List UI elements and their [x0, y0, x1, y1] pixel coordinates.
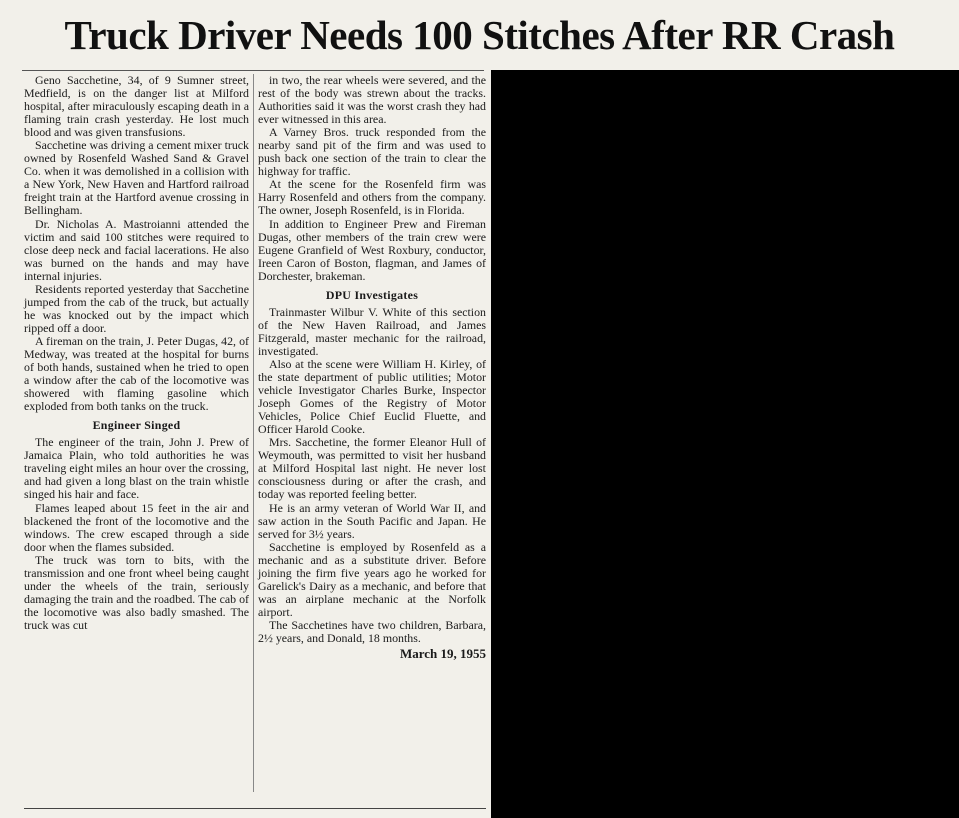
- paragraph: The Sacchetines have two children, Barbara, 2½ years, and Donald, 18 months.: [258, 617, 486, 645]
- subhead-dpu-investigates: DPU Investigates: [325, 287, 419, 302]
- paragraph: Sacchetine is employed by Rosenfeld as a mechanic and as a substitute driver. Before joining the firm five years ago he worked for Garelick's Dairy as a mechanic, and before that was an airplane mechanic at the Norfolk airport.: [258, 539, 486, 619]
- paragraph: The engineer of the train, John J. Prew of Jamaica Plain, who told authorities he was traveling eight miles an hour over the crossing, and had given a long blast on the train whistle singed his hair and face.: [24, 435, 249, 502]
- paragraph: Sacchetine was driving a cement mixer truck owned by Rosenfeld Washed Sand & Gravel Co. when it was demolished in a collision with a New York, New Haven and Hartford railroad freight train at the Hartford avenue crossing in Bellingham.: [24, 138, 249, 218]
- paragraph: A Varney Bros. truck responded from the nearby sand pit of the firm and was used to push back one section of the train to clear the highway for traffic.: [258, 125, 486, 179]
- paragraph: A fireman on the train, J. Peter Dugas, 42, of Medway, was treated at the hospital for burns of both hands, sustained when he tried to open a window after the cab of the locomotive was showered with flaming gasoline which exploded from both tanks on the truck.: [24, 333, 249, 414]
- dateline: March 19, 1955: [399, 646, 486, 662]
- paragraph: in two, the rear wheels were severed, and the rest of the body was strewn about the tracks. Authorities said it was the worst crash they had ever witnessed in this area.: [258, 73, 486, 127]
- bottom-rule: [24, 808, 486, 809]
- paragraph: Trainmaster Wilbur V. White of this section of the New Haven Railroad, and James Fitzgerald, master mechanic for the railroad, investigated.: [258, 304, 486, 358]
- paragraph: The truck was torn to bits, with the transmission and one front wheel being caught under the wheels of the train, seriously damaging the train and the roadbed. The cab of the locomotive was also badly smashed. The truck was cut: [24, 552, 249, 632]
- paragraph: Also at the scene were William H. Kirley, of the state department of public utilities; Motor vehicle Investigator Charles Burke, Inspector Joseph Gomes of the Registry of Motor Vehicles, Police Chief Euclid Fluette, and Officer Harold Cooke.: [258, 356, 486, 437]
- article-column-2: [258, 74, 486, 660]
- column-divider: [253, 74, 254, 792]
- paragraph: Mrs. Sacchetine, the former Eleanor Hull of Weymouth, was permitted to visit her husband at Milford Hospital last night. He never lost consciousness during or after the crash, and today was reported feeling better.: [258, 435, 486, 502]
- paragraph: Dr. Nicholas A. Mastroianni attended the victim and said 100 stitches were required to close deep neck and facial lacerations. He also was burned on the hands and may have internal injuries.: [24, 216, 249, 283]
- paragraph: He is an army veteran of World War II, and saw action in the South Pacific and Japan. He served for 3½ years.: [258, 500, 486, 541]
- paragraph: Residents reported yesterday that Sacchetine jumped from the cab of the truck, but actually he was knocked out by the impact which ripped off a door.: [24, 281, 249, 335]
- paragraph: In addition to Engineer Prew and Fireman Dugas, other members of the train crew were Eugene Granfield of West Roxbury, conductor, Ireen Caron of Boston, flagman, and James of Dorchester, brakeman.: [258, 216, 486, 283]
- paragraph: Flames leaped about 15 feet in the air and blackened the front of the locomotive and the windows. The crew escaped through a side door when the flames subsided.: [24, 500, 249, 554]
- headline: Truck Driver Needs 100 Stitches After RR Crash: [64, 12, 895, 58]
- subhead-engineer-singed: Engineer Singed: [92, 418, 181, 433]
- article-column-1: [24, 74, 249, 632]
- headline-rule: [22, 70, 484, 71]
- paragraph: Geno Sacchetine, 34, of 9 Sumner street, Medfield, is on the danger list at Milford hospital, after miraculously escaping death in a flaming train crash yesterday. He lost much blood and was given transfusions.: [24, 73, 249, 140]
- blacked-out-region: [491, 70, 959, 818]
- paragraph: At the scene for the Rosenfeld firm was Harry Rosenfeld and others from the company. The owner, Joseph Rosenfeld, is in Florida.: [258, 177, 486, 218]
